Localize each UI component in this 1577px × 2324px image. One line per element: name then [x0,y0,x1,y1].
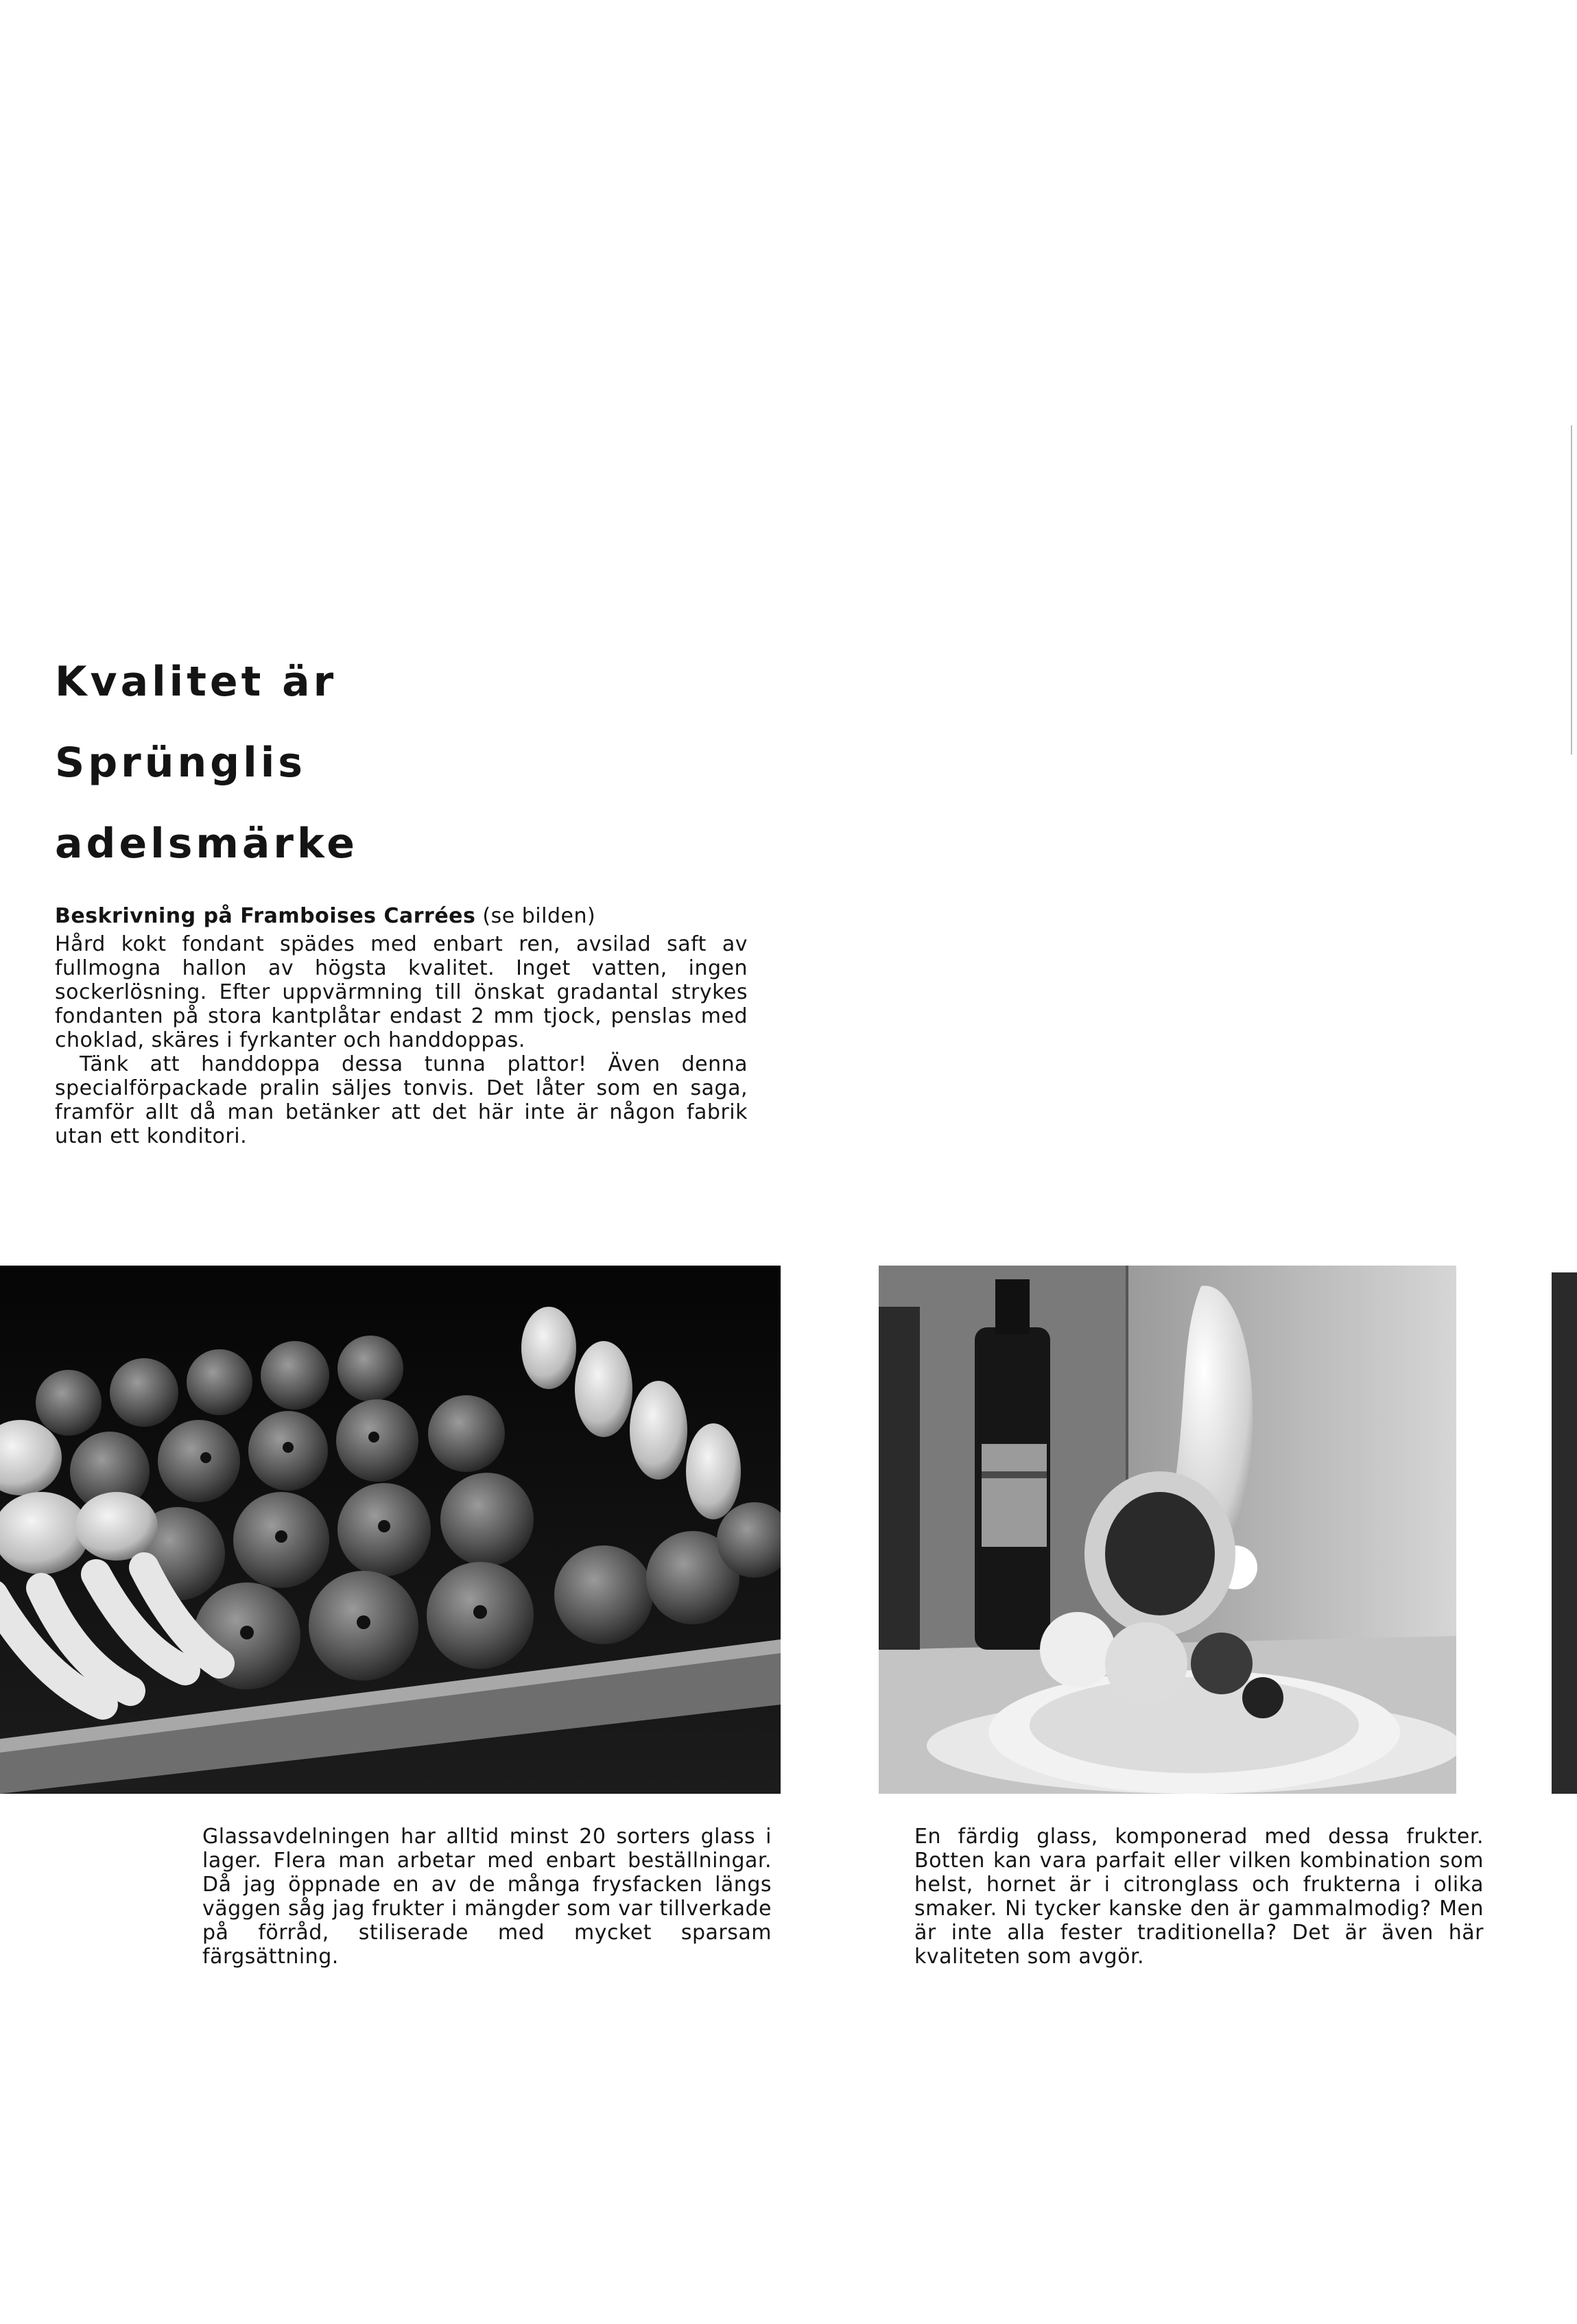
headline-line-1: Kvalitet är [55,658,337,706]
article-lead [55,904,748,928]
caption-dessert: En färdig glass, komponerad med dessa frukter. Botten kan vara parfait eller vilken kombination som helst, hornet är i citronglass och frukterna i olika smaker. Ni tycker kanske den är gammalmodig? Men är inte alla fester traditionella? Det är även här kvaliteten som avgör. [914,1825,1484,1969]
headline-line-3: adelsmärke [55,820,358,868]
photo-finished-ice-cream [879,1266,1456,1794]
scan-edge-line [1571,425,1572,755]
article-body [55,904,748,1148]
headline-line-2: Sprünglis [55,739,306,787]
photo-ice-cream-fruits [0,1266,781,1794]
article-lead-bold: Beskrivning på Framboises Carrées [55,904,476,928]
article-lead-rest: (se bilden) [475,904,596,928]
article-paragraph-1: Hård kokt fondant spädes med enbart ren, avsilad saft av fullmogna hallon av högsta kvalitet. Inget vatten, ingen sockerlösning. Efter uppvärmning till önskat gradantal strykes fondanten på stora kantplåtar endast 2 mm tjock, penslas med choklad, skäres i fyrkanter och handdoppas. [55,932,748,1052]
caption-fruits: Glassavdelningen har alltid minst 20 sorters glass i lager. Flera man arbetar med enbart beställningar. Då jag öppnade en av de många frysfacken längs väggen såg jag frukter i mängder som var tillverkade på förråd, stiliserade med mycket sparsam färgsättning. [202,1825,772,1969]
photo-partial-right [1552,1272,1577,1794]
article-paragraph-2: Tänk att handdoppa dessa tunna plattor! Även denna specialförpackade pralin säljes tonvis. Det låter som en saga, framför allt då man betänker att det här inte är någon fabrik utan ett konditori. [55,1052,748,1148]
headline [55,641,672,884]
